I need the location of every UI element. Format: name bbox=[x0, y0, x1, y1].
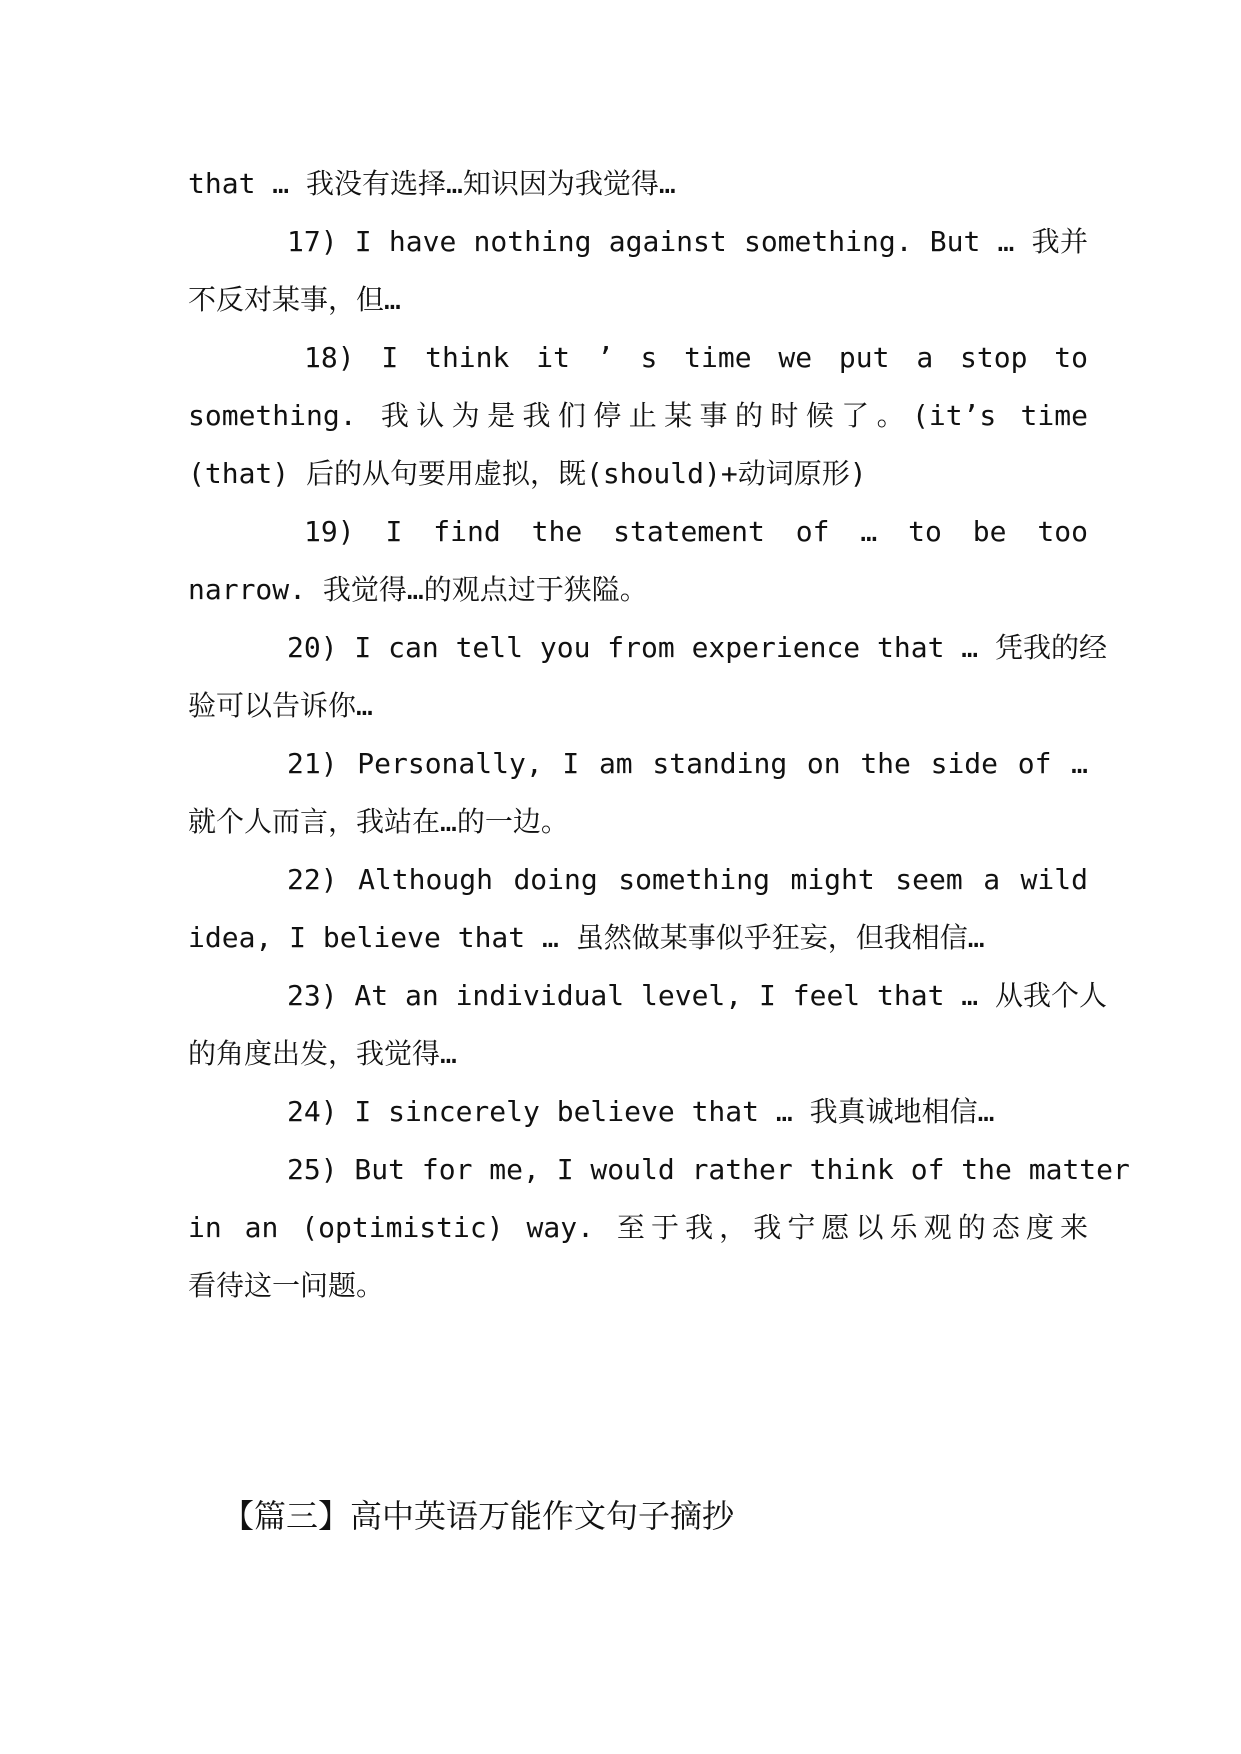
text-line-7: 19) I find the statement of … to be too bbox=[304, 515, 1088, 548]
text-line-20: 看待这一问题。 bbox=[188, 1269, 385, 1302]
text-line-14: idea, I believe that … 虽然做某事似乎狂妄，但我相信… bbox=[188, 921, 985, 954]
text-line-11: 21) Personally, I am standing on the side of … bbox=[287, 747, 1088, 780]
text-line-10: 验可以告诉你… bbox=[188, 689, 373, 722]
section-heading: 【篇三】高中英语万能作文句子摘抄 bbox=[222, 1497, 735, 1535]
text-line-8: narrow. 我觉得…的观点过于狭隘。 bbox=[188, 573, 648, 606]
text-line-4: 18) I think it ’ s time we put a stop to bbox=[304, 341, 1088, 374]
text-line-16: 的角度出发，我觉得… bbox=[188, 1037, 457, 1070]
text-line-19: in an (optimistic) way. 至于我，我宁愿以乐观的态度来 bbox=[188, 1211, 1088, 1244]
text-line-2: 17) I have nothing against something. But … 我并 bbox=[287, 225, 1088, 258]
text-line-3: 不反对某事，但… bbox=[188, 283, 401, 316]
text-line-1: that … 我没有选择…知识因为我觉得… bbox=[188, 167, 676, 200]
text-line-13: 22) Although doing something might seem a wild bbox=[287, 863, 1088, 896]
text-line-6: (that) 后的从句要用虚拟，既(should)+动词原形) bbox=[188, 457, 867, 490]
text-line-12: 就个人而言，我站在…的一边。 bbox=[188, 805, 569, 838]
text-line-15: 23) At an individual level, I feel that … 从我个人 bbox=[287, 979, 1108, 1012]
text-line-17: 24) I sincerely believe that … 我真诚地相信… bbox=[287, 1095, 995, 1128]
text-line-18: 25) But for me, I would rather think of the matter bbox=[287, 1153, 1130, 1186]
text-line-9: 20) I can tell you from experience that … 凭我的经 bbox=[287, 631, 1108, 664]
text-line-5: something. 我认为是我们停止某事的时候了。(it’s time bbox=[188, 399, 1088, 432]
